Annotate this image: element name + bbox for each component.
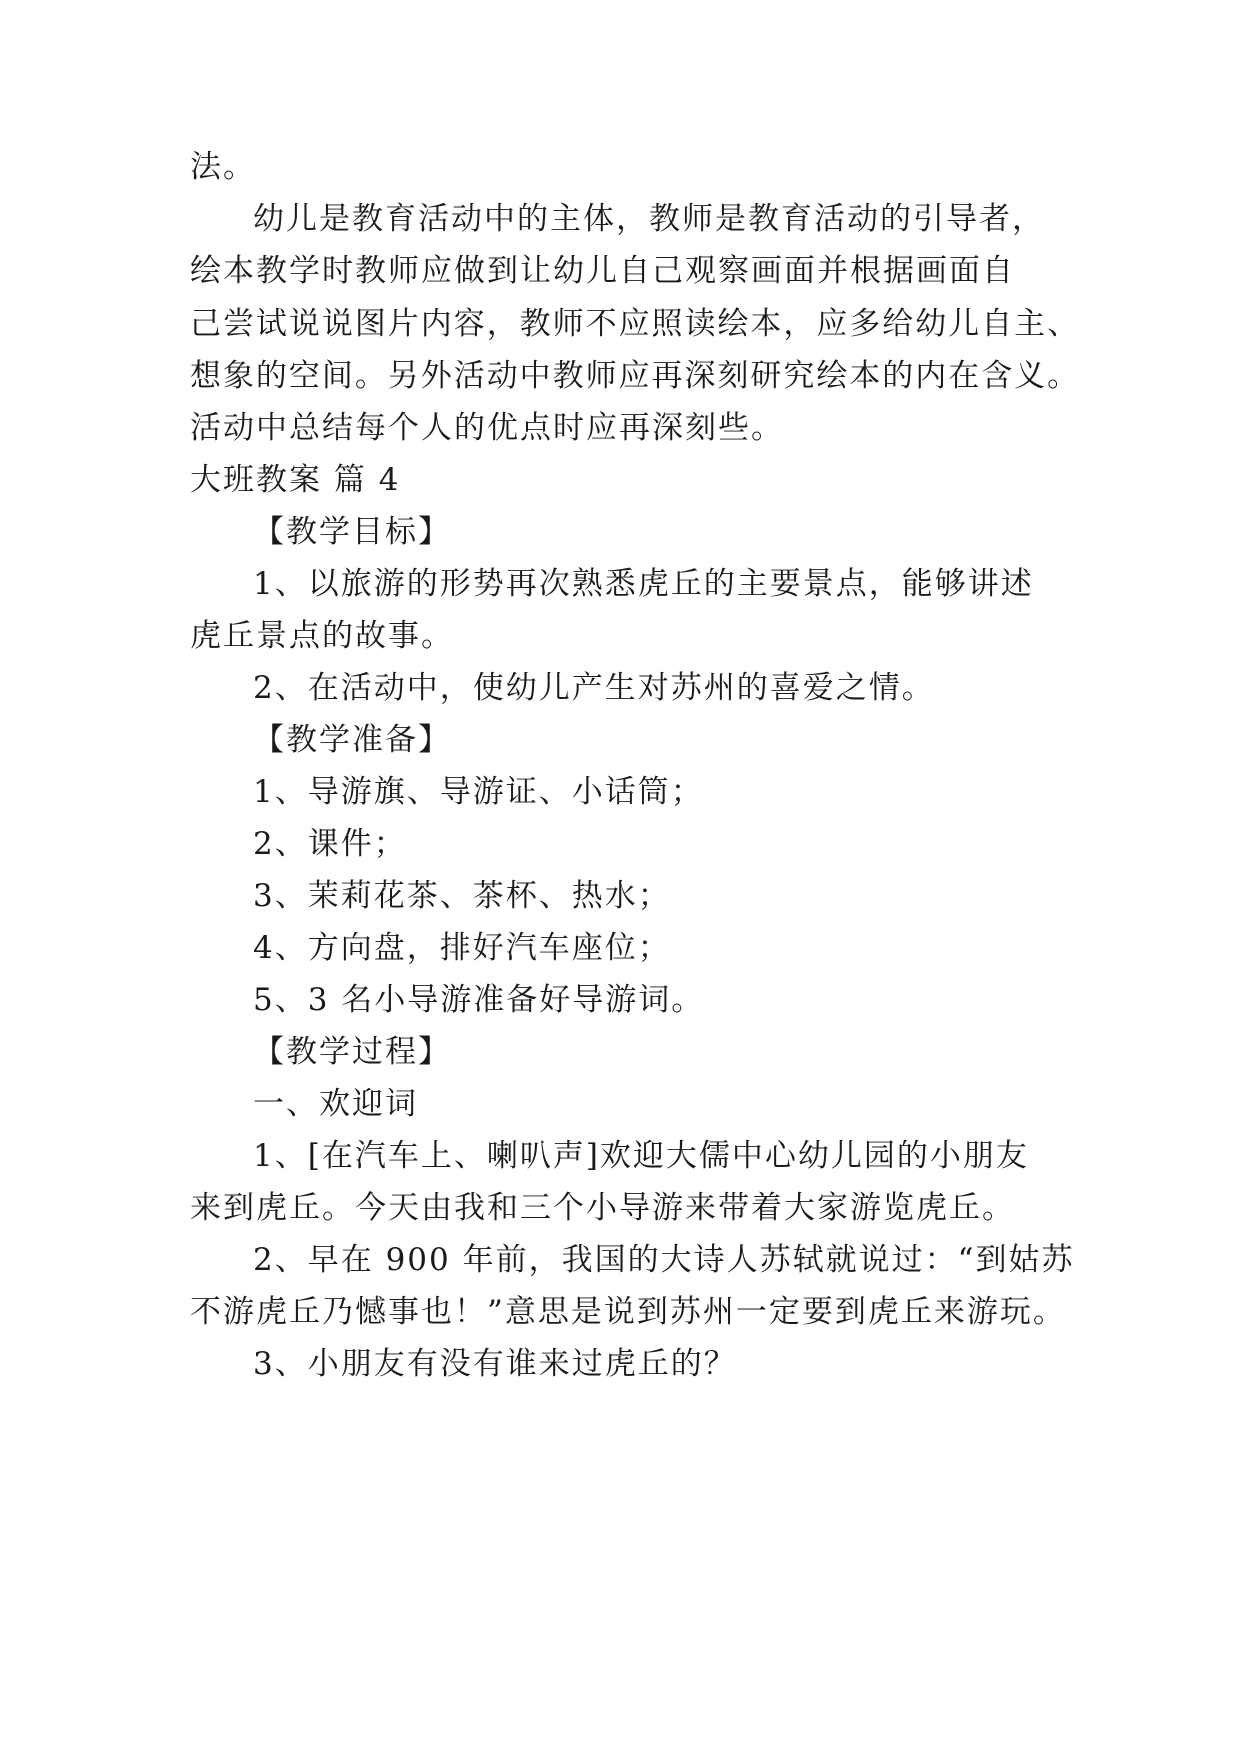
- text-line: 幼儿是教育活动中的主体，教师是教育活动的引导者，: [253, 201, 1045, 237]
- list-item: 1、导游旗、导游证、小话筒；: [253, 774, 704, 810]
- text-line: 法。: [190, 149, 256, 185]
- text-line: 2、在活动中，使幼儿产生对苏州的喜爱之情。: [253, 670, 935, 706]
- subsection-heading: 【教学目标】: [253, 514, 451, 550]
- list-item: 4、方向盘，排好汽车座位；: [253, 930, 671, 966]
- text-line: 虎丘景点的故事。: [190, 618, 454, 654]
- list-item: 2、课件；: [253, 826, 407, 862]
- list-item: 5、3 名小导游准备好导游词。: [253, 982, 705, 1018]
- section-heading: 大班教案 篇 4: [190, 462, 401, 498]
- subsection-heading: 【教学准备】: [253, 722, 451, 758]
- text-line: 活动中总结每个人的优点时应再深刻些。: [190, 410, 784, 446]
- text-line: 不游虎丘乃憾事也！”意思是说到苏州一定要到虎丘来游玩。: [190, 1294, 1066, 1330]
- text-line: 绘本教学时教师应做到让幼儿自己观察画面并根据画面自: [190, 253, 1015, 289]
- text-line: 1、[在汽车上、喇叭声]欢迎大儒中心幼儿园的小朋友: [253, 1138, 1029, 1174]
- text-line: 1、以旅游的形势再次熟悉虎丘的主要景点，能够讲述: [253, 566, 1034, 602]
- subsection-heading: 【教学过程】: [253, 1034, 451, 1070]
- text-line: 2、早在 900 年前，我国的大诗人苏轼就说过：“到姑苏: [253, 1242, 1075, 1278]
- text-line: 来到虎丘。今天由我和三个小导游来带着大家游览虎丘。: [190, 1190, 1015, 1226]
- list-item: 3、茉莉花茶、茶杯、热水；: [253, 878, 671, 914]
- text-line: 3、小朋友有没有谁来过虎丘的？: [253, 1346, 737, 1382]
- text-line: 己尝试说说图片内容，教师不应照读绘本，应多给幼儿自主、: [190, 306, 1081, 342]
- text-line: 想象的空间。另外活动中教师应再深刻研究绘本的内在含义。: [190, 358, 1081, 394]
- text-line: 一、欢迎词: [253, 1086, 418, 1122]
